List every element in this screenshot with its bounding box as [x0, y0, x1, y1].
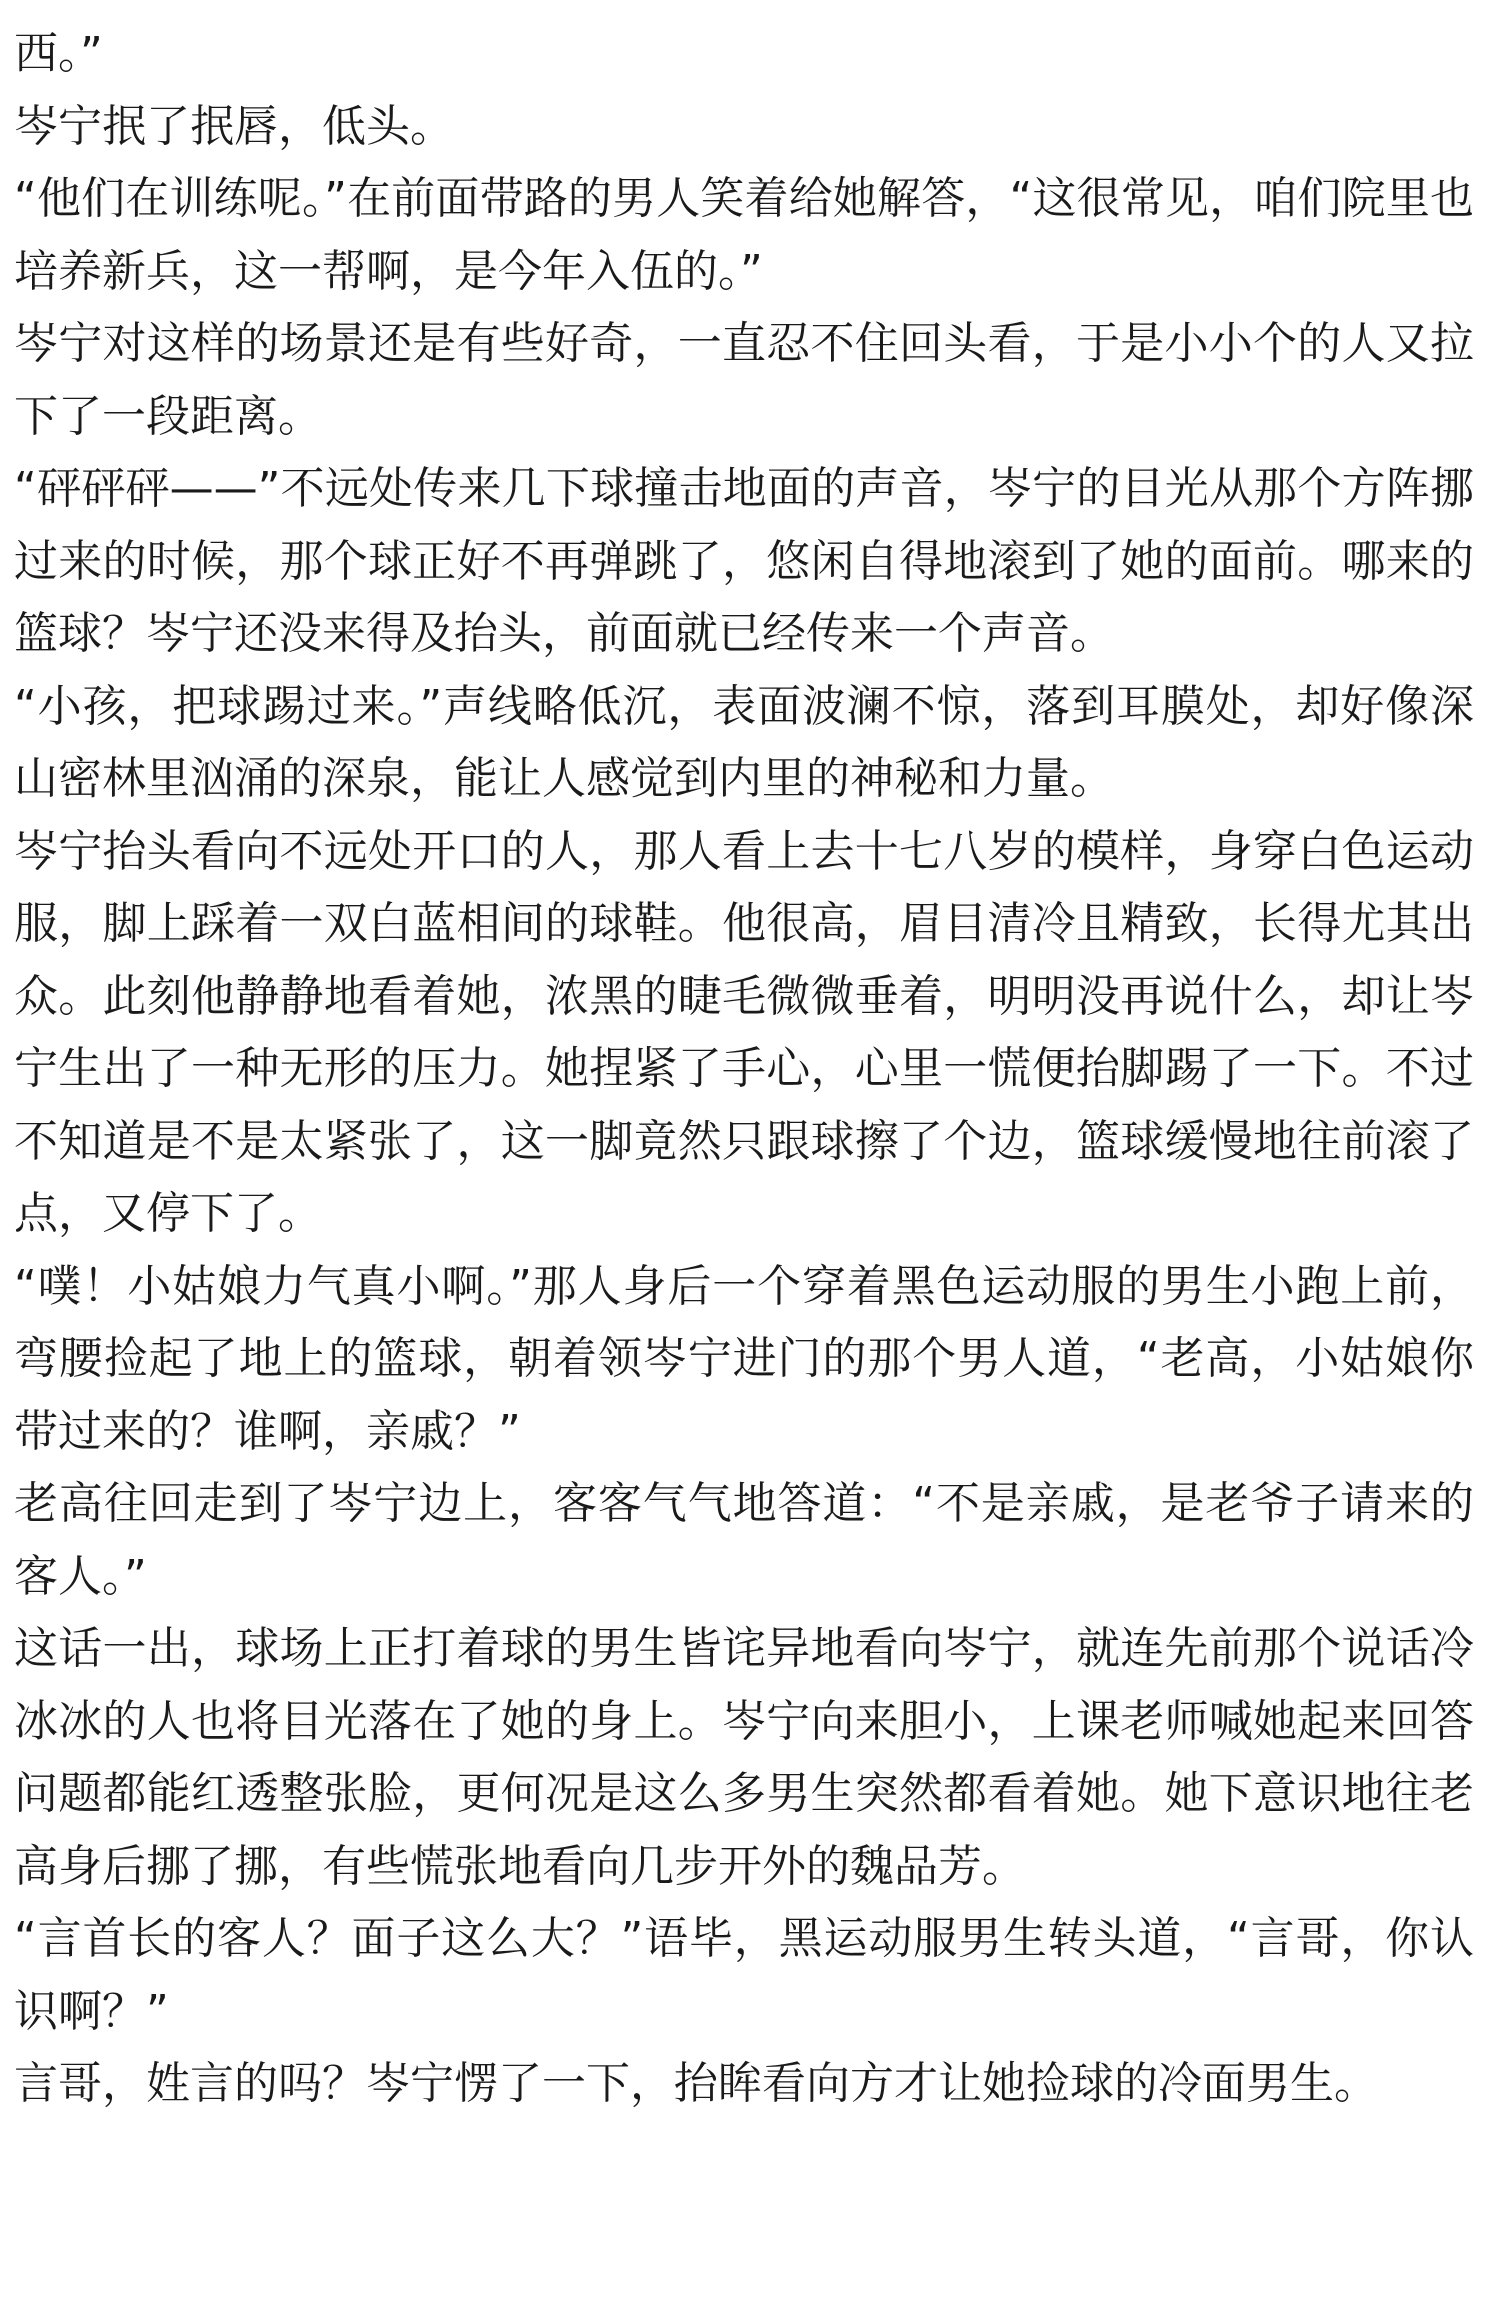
paragraph: 岑宁对这样的场景还是有些好奇，一直忍不住回头看，于是小小个的人又拉下了一段距离。 [14, 318, 1474, 442]
paragraph: “小孩，把球踢过来。”声线略低沉，表面波澜不惊，落到耳膜处，却好像深山密林里汹涌的深泉，能让人感觉到内里的神秘和力量。 [14, 680, 1474, 804]
text-page [14, 18, 1474, 2121]
paragraph: “噗！小姑娘力气真小啊。”那人身后一个穿着黑色运动服的男生小跑上前，弯腰捡起了地上的篮球，朝着领岑宁进门的那个男人道，“老高，小姑娘你带过来的？谁啊，亲戚？” [14, 1260, 1474, 1457]
paragraph: 言哥，姓言的吗？岑宁愣了一下，抬眸看向方才让她捡球的冷面男生。 [14, 2058, 1378, 2109]
paragraph: “他们在训练呢。”在前面带路的男人笑着给她解答，“这很常见，咱们院里也培养新兵，这一帮啊，是今年入伍的。” [14, 173, 1474, 297]
paragraph: 老高往回走到了岑宁边上，客客气气地答道：“不是亲戚，是老爷子请来的客人。” [14, 1478, 1474, 1602]
paragraph: 西。” [14, 28, 103, 79]
paragraph: 这话一出，球场上正打着球的男生皆诧异地看向岑宁，就连先前那个说话冷冰冰的人也将目光落在了她的身上。岑宁向来胆小，上课老师喊她起来回答问题都能红透整张脸，更何况是这么多男生突然都看着她。她下意识地往老高身后挪了挪，有些慌张地看向几步开外的魏品芳。 [14, 1623, 1474, 1892]
paragraph: 岑宁抿了抿唇，低头。 [14, 100, 454, 152]
paragraph: 岑宁抬头看向不远处开口的人，那人看上去十七八岁的模样，身穿白色运动服，脚上踩着一双白蓝相间的球鞋。他很高，眉目清冷且精致，长得尤其出众。此刻他静静地看着她，浓黑的睫毛微微垂着，明明没再说什么，却让岑宁生出了一种无形的压力。她捏紧了手心，心里一慌便抬脚踢了一下。不过不知道是不是太紧张了，这一脚竟然只跟球擦了个边，篮球缓慢地往前滚了点，又停下了。 [14, 825, 1474, 1239]
paragraph: “言首长的客人？面子这么大？”语毕，黑运动服男生转头道，“言哥，你认识啊？” [14, 1913, 1474, 2037]
paragraph: “砰砰砰——”不远处传来几下球撞击地面的声音，岑宁的目光从那个方阵挪过来的时候，那个球正好不再弹跳了，悠闲自得地滚到了她的面前。哪来的篮球？岑宁还没来得及抬头，前面就已经传来一个声音。 [14, 463, 1474, 659]
